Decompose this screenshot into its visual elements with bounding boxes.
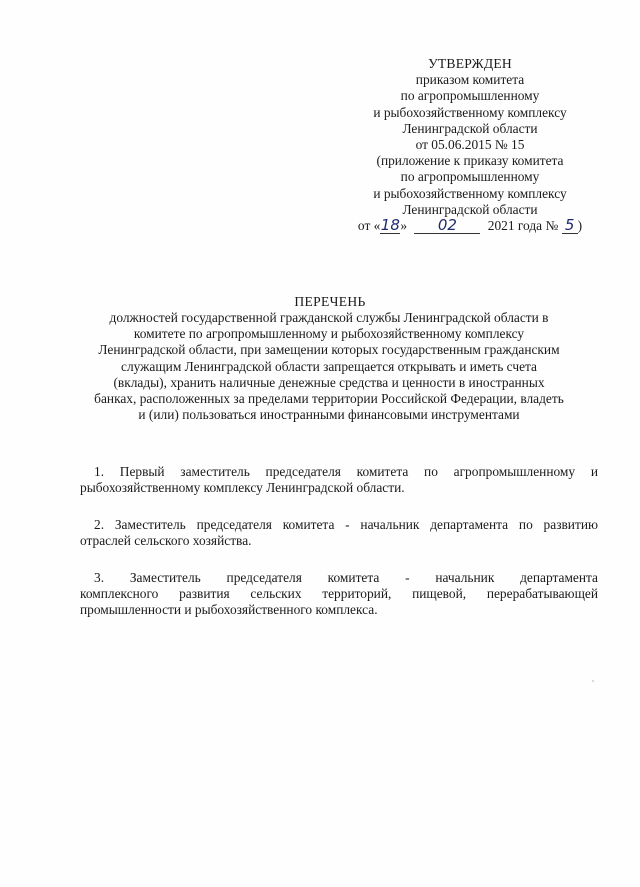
approval-line: приказом комитета bbox=[415, 72, 525, 88]
approval-line: и рыбохозяйственному комплексу bbox=[373, 185, 567, 201]
handwritten-day bbox=[380, 218, 400, 234]
list-item-first-line: 1. Первый заместитель председателя комитета по агропромышленному и bbox=[94, 464, 598, 479]
document-subtitle bbox=[64, 310, 594, 423]
scan-speck bbox=[592, 680, 594, 682]
subtitle-line: банках, расположенных за пределами территории Российской Федерации, владеть bbox=[94, 391, 564, 407]
approval-line: (приложение к приказу комитета bbox=[376, 153, 564, 169]
handwritten-month-value: 02 bbox=[437, 216, 457, 235]
positions-list bbox=[80, 464, 598, 639]
date-suffix: ) bbox=[577, 218, 583, 234]
approval-heading: УТВЕРЖДЕН bbox=[428, 56, 512, 71]
approval-line: Ленинградской области bbox=[402, 201, 538, 217]
date-year: 2021 года № bbox=[487, 218, 559, 234]
approval-line: и рыбохозяйственному комплексу bbox=[373, 104, 567, 120]
list-item-continuation: промышленности и рыбохозяйственного комплекса. bbox=[80, 602, 378, 618]
subtitle-line: комитете по агропромышленному и рыбохозяйственному комплексу bbox=[133, 326, 525, 342]
approval-date-line bbox=[340, 218, 600, 234]
approval-line: Ленинградской области bbox=[402, 120, 538, 136]
list-item bbox=[80, 464, 598, 497]
list-item bbox=[80, 517, 598, 550]
handwritten-number bbox=[562, 218, 578, 234]
handwritten-day-value: 18 bbox=[380, 216, 400, 235]
handwritten-month bbox=[414, 218, 480, 234]
approval-line: по агропромышленному bbox=[400, 88, 540, 104]
list-item bbox=[80, 570, 598, 619]
subtitle-line: и (или) пользоваться иностранными финансовыми инструментами bbox=[138, 407, 520, 423]
list-item-continuation: отраслей сельского хозяйства. bbox=[80, 533, 252, 549]
document-title: ПЕРЕЧЕНЬ bbox=[294, 294, 366, 309]
list-item-first-line: 3. Заместитель председателя комитета - начальник департамента bbox=[94, 569, 598, 585]
subtitle-line: служащим Ленинградской области запрещается открывать и иметь счета bbox=[121, 358, 537, 374]
list-item-first-line: 2. Заместитель председателя комитета - начальник департамента по развитию bbox=[94, 516, 598, 532]
approval-line: от 05.06.2015 № 15 bbox=[415, 137, 525, 153]
list-item-continuation: комплексного развития сельских территорий, пищевой, перерабатывающей bbox=[80, 586, 598, 602]
approval-line: по агропромышленному bbox=[400, 169, 540, 185]
list-item-continuation: рыбохозяйственному комплексу Ленинградской области. bbox=[80, 480, 405, 496]
subtitle-line: (вклады), хранить наличные денежные средства и ценности в иностранных bbox=[113, 374, 545, 390]
date-mid: » bbox=[400, 218, 408, 234]
handwritten-number-value: 5 bbox=[564, 216, 575, 235]
subtitle-line: должностей государственной гражданской службы Ленинградской области в bbox=[109, 310, 549, 325]
approval-stamp-block bbox=[340, 56, 600, 234]
subtitle-line: Ленинградской области, при замещении которых государственным гражданским bbox=[98, 342, 560, 358]
date-prefix: от « bbox=[357, 218, 381, 234]
